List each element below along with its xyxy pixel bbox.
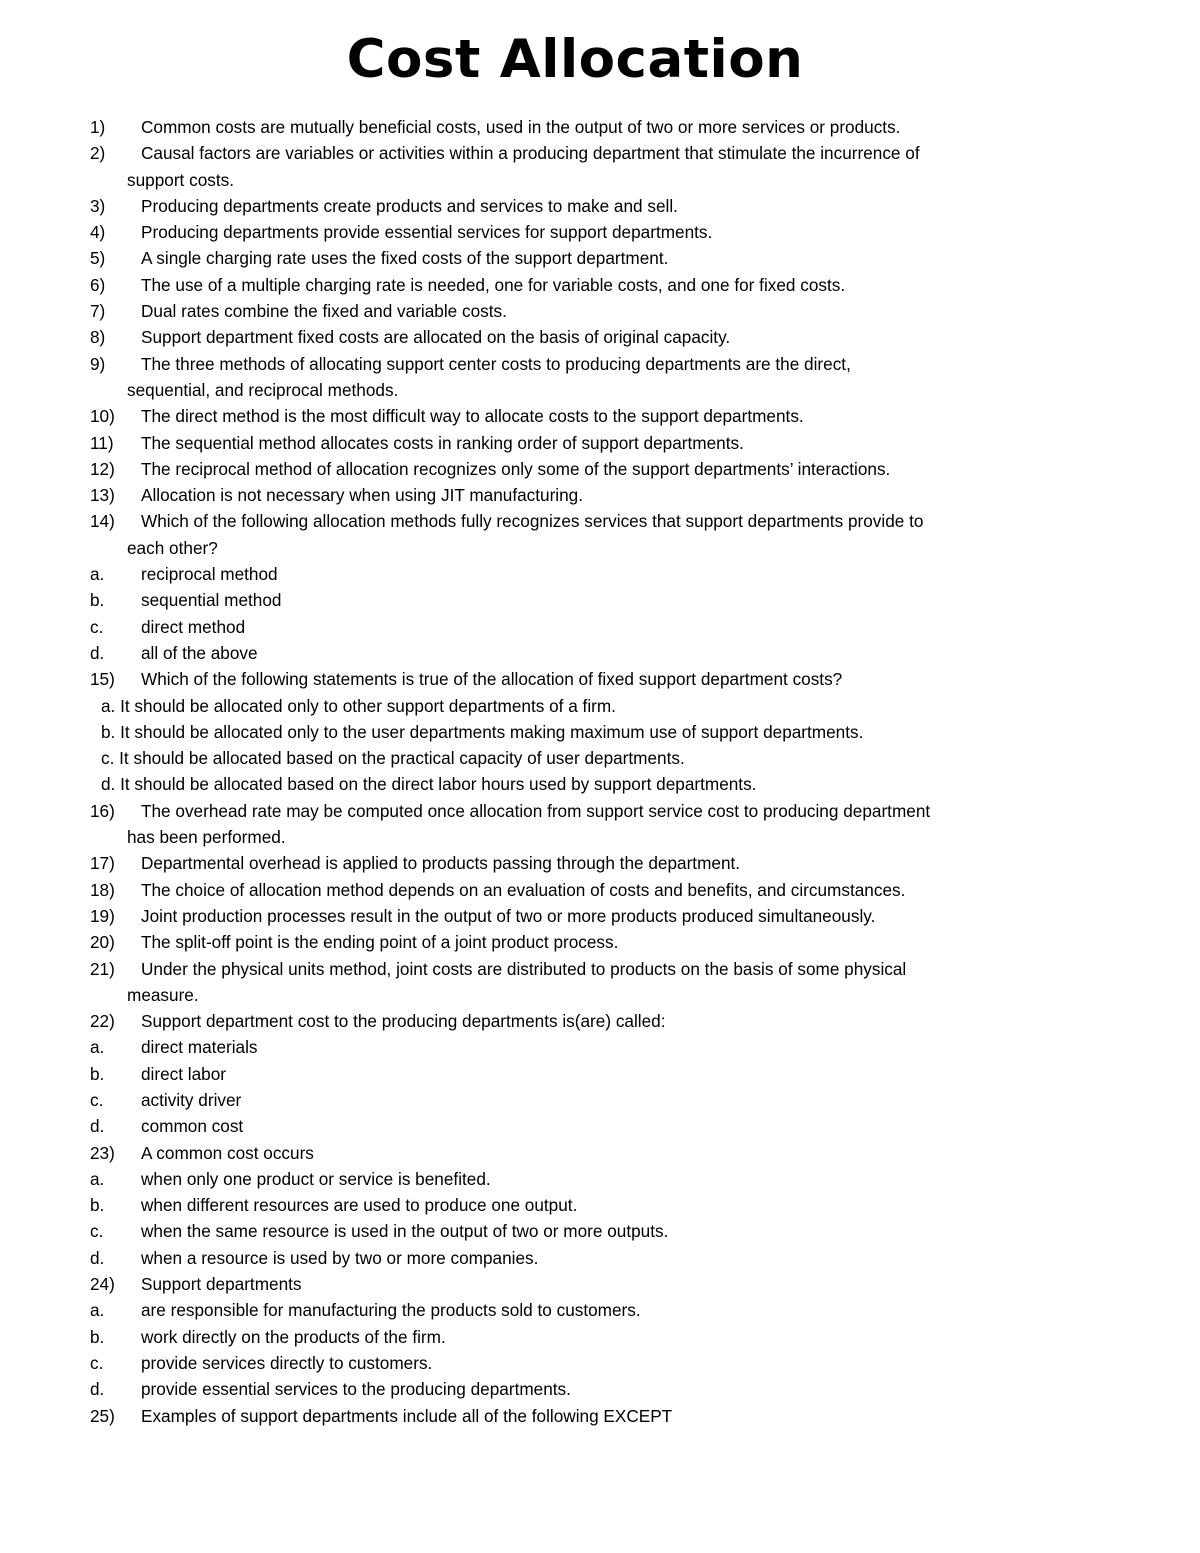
- item-number: 19): [90, 905, 115, 926]
- option-text: sequential method: [141, 590, 282, 611]
- item-text: Joint production processes result in the output of two or more products produced simultaneously.: [141, 905, 876, 926]
- item-text-continuation: has been performed.: [127, 827, 286, 848]
- item-number: 6): [90, 274, 106, 295]
- option-letter: d.: [90, 1116, 105, 1137]
- list-item: [90, 324, 1090, 350]
- item-number: 20): [90, 932, 115, 953]
- list-item: [90, 666, 1090, 692]
- option-letter: b.: [90, 1326, 105, 1347]
- item-number: 8): [90, 327, 106, 348]
- item-text: The overhead rate may be computed once allocation from support service cost to producing department: [141, 800, 931, 821]
- list-item: [90, 903, 1090, 929]
- option-text: direct method: [141, 616, 246, 637]
- item-number: 9): [90, 353, 106, 374]
- list-item: [90, 245, 1090, 271]
- answer-option: b. It should be allocated only to the user departments making maximum use of support departments.: [101, 721, 864, 742]
- answer-option: [90, 1297, 1090, 1323]
- item-text: Departmental overhead is applied to products passing through the department.: [141, 853, 741, 874]
- item-text: The choice of allocation method depends on an evaluation of costs and benefits, and circumstances.: [141, 879, 906, 900]
- list-item: [90, 430, 1090, 456]
- item-text: Common costs are mutually beneficial costs, used in the output of two or more services or products.: [141, 117, 901, 137]
- option-letter: a.: [90, 564, 105, 585]
- option-text: when a resource is used by two or more companies.: [141, 1247, 539, 1268]
- answer-option: [90, 640, 1090, 666]
- item-text: A single charging rate uses the fixed costs of the support department.: [141, 248, 669, 269]
- list-item: [90, 219, 1090, 245]
- question-list: [90, 114, 1090, 1429]
- item-number: 7): [90, 301, 106, 322]
- option-text: when only one product or service is benefited.: [141, 1168, 491, 1189]
- option-text: work directly on the products of the firm.: [141, 1326, 446, 1347]
- answer-option: [90, 1218, 1090, 1244]
- item-number: 12): [90, 458, 115, 479]
- option-text: direct materials: [141, 1037, 258, 1058]
- answer-option: d. It should be allocated based on the direct labor hours used by support departments.: [101, 774, 757, 795]
- list-item: [90, 351, 1090, 377]
- option-text: reciprocal method: [141, 564, 278, 585]
- item-text-continuation: measure.: [127, 984, 199, 1005]
- item-text: Producing departments provide essential services for support departments.: [141, 222, 713, 243]
- list-item: [90, 1140, 1090, 1166]
- option-text: when different resources are used to produce one output.: [141, 1195, 578, 1216]
- option-text: common cost: [141, 1116, 244, 1137]
- item-text: The sequential method allocates costs in ranking order of support departments.: [141, 432, 744, 453]
- item-number: 21): [90, 958, 115, 979]
- item-number: 4): [90, 222, 106, 243]
- answer-option: [90, 614, 1090, 640]
- item-number: 22): [90, 1011, 115, 1032]
- answer-option: [90, 1087, 1090, 1113]
- item-text-continuation: each other?: [127, 537, 218, 558]
- item-text-continuation: support costs.: [127, 169, 234, 190]
- item-number: 24): [90, 1274, 115, 1295]
- item-text: The three methods of allocating support center costs to producing departments are the direct,: [141, 353, 851, 374]
- answer-option: [90, 561, 1090, 587]
- option-letter: a.: [90, 1037, 105, 1058]
- answer-option: [90, 1113, 1090, 1139]
- list-item: [90, 798, 1090, 824]
- option-text: all of the above: [141, 642, 258, 663]
- item-text: The split-off point is the ending point of a joint product process.: [141, 932, 619, 953]
- item-number: 23): [90, 1142, 115, 1163]
- answer-option: [90, 1166, 1090, 1192]
- option-text: provide services directly to customers.: [141, 1352, 433, 1373]
- item-text: Support department cost to the producing departments is(are) called:: [141, 1011, 666, 1032]
- item-text: The use of a multiple charging rate is needed, one for variable costs, and one for fixed costs.: [141, 274, 846, 295]
- answer-option: [90, 1324, 1090, 1350]
- item-text-continuation: sequential, and reciprocal methods.: [127, 379, 399, 400]
- list-item: [90, 140, 1090, 166]
- list-item: [90, 929, 1090, 955]
- option-letter: c.: [90, 1352, 104, 1373]
- option-letter: a.: [90, 1168, 105, 1189]
- list-item: [90, 403, 1090, 429]
- option-letter: d.: [90, 642, 105, 663]
- item-text: Support department fixed costs are allocated on the basis of original capacity.: [141, 327, 731, 348]
- option-text: provide essential services to the producing departments.: [141, 1379, 571, 1400]
- answer-option: [90, 1061, 1090, 1087]
- list-item: [90, 482, 1090, 508]
- item-text: The direct method is the most difficult way to allocate costs to the support departments.: [141, 406, 804, 427]
- option-letter: b.: [90, 1063, 105, 1084]
- item-text: Under the physical units method, joint costs are distributed to products on the basis of some physical: [141, 958, 907, 979]
- item-number: 5): [90, 248, 106, 269]
- item-text: Producing departments create products and services to make and sell.: [141, 195, 678, 216]
- option-letter: d.: [90, 1379, 105, 1400]
- page-title: Cost Allocation: [346, 29, 804, 90]
- answer-option: [90, 1192, 1090, 1218]
- item-text: The reciprocal method of allocation recognizes only some of the support departments’ interactions.: [141, 458, 891, 479]
- list-item: [90, 1008, 1090, 1034]
- answer-option: a. It should be allocated only to other support departments of a firm.: [101, 695, 616, 716]
- item-number: 2): [90, 143, 106, 164]
- option-letter: b.: [90, 590, 105, 611]
- list-item: [90, 1271, 1090, 1297]
- list-item: [90, 456, 1090, 482]
- option-letter: a.: [90, 1300, 105, 1321]
- option-letter: d.: [90, 1247, 105, 1268]
- item-text: Which of the following allocation methods fully recognizes services that support departments provide to: [141, 511, 924, 532]
- option-letter: c.: [90, 1089, 104, 1110]
- option-text: are responsible for manufacturing the products sold to customers.: [141, 1300, 641, 1321]
- answer-option: [90, 1034, 1090, 1060]
- item-number: 11): [90, 432, 114, 453]
- option-text: activity driver: [141, 1089, 242, 1110]
- list-item: [90, 298, 1090, 324]
- item-number: 10): [90, 406, 115, 427]
- item-number: 18): [90, 879, 115, 900]
- item-number: 14): [90, 511, 115, 532]
- item-text: Which of the following statements is true of the allocation of fixed support department costs?: [141, 669, 843, 690]
- option-letter: b.: [90, 1195, 105, 1216]
- item-number: 1): [90, 117, 106, 137]
- item-text: Allocation is not necessary when using JIT manufacturing.: [141, 485, 584, 506]
- list-item: [90, 272, 1090, 298]
- answer-option: c. It should be allocated based on the practical capacity of user departments.: [101, 748, 685, 769]
- answer-option: [90, 1376, 1090, 1402]
- item-text: A common cost occurs: [141, 1142, 314, 1163]
- list-item: [90, 956, 1090, 982]
- option-letter: c.: [90, 1221, 104, 1242]
- list-item: [90, 877, 1090, 903]
- answer-option: [90, 1245, 1090, 1271]
- list-item: [90, 193, 1090, 219]
- item-text: Causal factors are variables or activities within a producing department that stimulate the incurrence of: [141, 143, 920, 164]
- list-item: [90, 1403, 1090, 1429]
- list-item: [90, 114, 1090, 140]
- item-number: 15): [90, 669, 115, 690]
- list-item: [90, 850, 1090, 876]
- item-number: 3): [90, 195, 106, 216]
- answer-option: [90, 1350, 1090, 1376]
- answer-option: [90, 587, 1090, 613]
- option-text: when the same resource is used in the output of two or more outputs.: [141, 1221, 669, 1242]
- list-item: [90, 508, 1090, 534]
- option-letter: c.: [90, 616, 104, 637]
- item-number: 25): [90, 1405, 115, 1426]
- item-number: 16): [90, 800, 115, 821]
- item-number: 13): [90, 485, 115, 506]
- item-text: Support departments: [141, 1274, 302, 1295]
- option-text: direct labor: [141, 1063, 227, 1084]
- item-number: 17): [90, 853, 115, 874]
- item-text: Dual rates combine the fixed and variable costs.: [141, 301, 507, 322]
- item-text: Examples of support departments include all of the following EXCEPT: [141, 1405, 673, 1426]
